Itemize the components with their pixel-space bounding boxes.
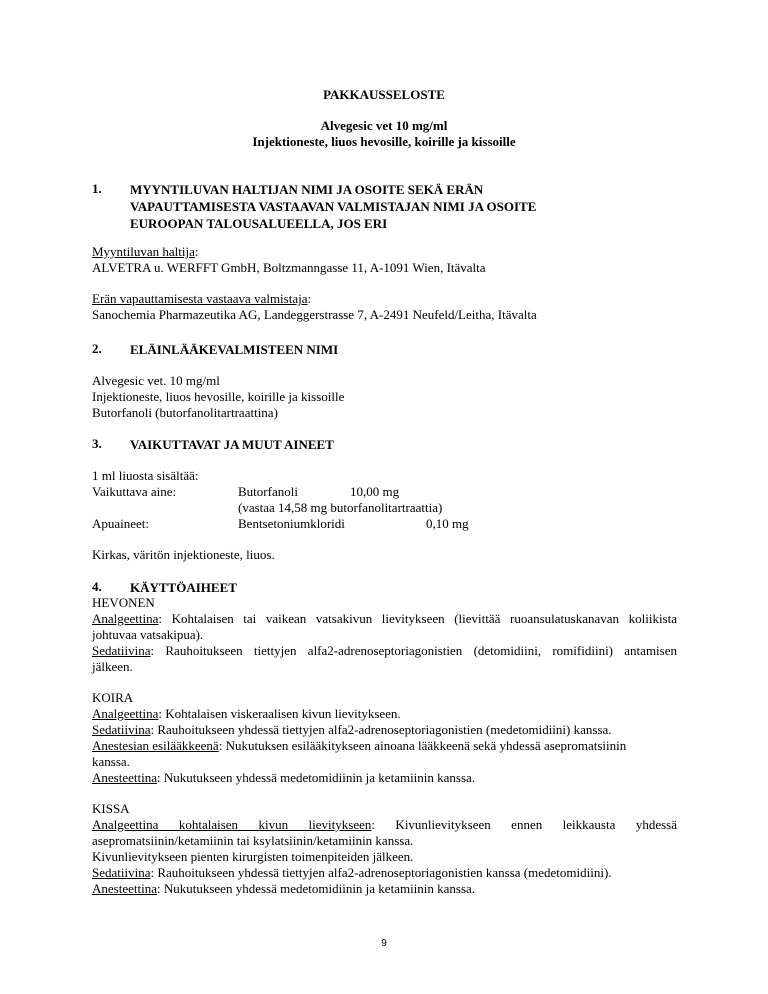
cat-analgesic-label: Analgeettina kohtalaisen kivun lievitykseen [92, 817, 372, 832]
horse-analgesic-line2: johtuvaa vatsakipua). [92, 627, 204, 642]
section-4-number: 4. [92, 579, 102, 594]
cat-anesthetic-line [92, 881, 677, 897]
horse-analgesic-line [92, 611, 677, 627]
horse-sedative-label: Sedatiivina [92, 643, 151, 658]
page-number: 9 [381, 938, 387, 949]
product-description: Kirkas, väritön injektioneste, liuos. [92, 547, 275, 562]
product-name-line: Alvegesic vet. 10 mg/ml [92, 373, 220, 388]
composition-intro: 1 ml liuosta sisältää: [92, 468, 199, 483]
dog-premedication-line2: kanssa. [92, 754, 130, 769]
cat-analgesic-line2: asepromatsiinin/ketamiinin tai ksylatsiinin/ketamiinin kanssa. [92, 833, 414, 848]
cat-analgesic-line3: Kivunlievitykseen pienten kirurgisten toimenpiteiden jälkeen. [92, 849, 414, 864]
holder-label: Myyntiluvan haltija [92, 244, 195, 259]
active-amount: 10,00 mg [350, 484, 400, 499]
section-2-heading: ELÄINLÄÄKEVALMISTEEN NIMI [130, 342, 339, 357]
excipient-name: Bentsetoniumkloridi [238, 516, 345, 531]
species-cat-title: KISSA [92, 801, 130, 816]
active-label: Vaikuttava aine: [92, 484, 177, 499]
dog-analgesic-label: Analgeettina [92, 706, 159, 721]
cat-sedative-label: Sedatiivina [92, 865, 151, 880]
horse-sedative-text: : Rauhoitukseen tiettyjen alfa2-adrenoseptoriagonistien (detomidiini, romifidiini) antamisen [150, 643, 677, 658]
product-substance-line: Butorfanoli (butorfanolitartraattina) [92, 405, 278, 420]
excipient-label: Apuaineet: [92, 516, 150, 531]
cat-analgesic-line [92, 817, 677, 833]
cat-analgesic-text: : Kivunlievitykseen ennen leikkausta yhdessä [371, 817, 677, 832]
cat-sedative-text: : Rauhoitukseen yhdessä tiettyjen alfa2-adrenoseptoriagonistien kanssa (medetomidiini). [150, 865, 612, 880]
product-subtitle: Injektioneste, liuos hevosille, koirille ja kissoille [252, 134, 516, 149]
dog-anesthetic-text: : Nukutukseen yhdessä medetomidiinin ja ketamiinin kanssa. [156, 770, 476, 785]
cat-sedative-line [92, 865, 677, 881]
dog-analgesic-line [92, 706, 677, 722]
cat-anesthetic-text: : Nukutukseen yhdessä medetomidiinin ja ketamiinin kanssa. [156, 881, 476, 896]
manufacturer-label-line [92, 291, 677, 307]
dog-premedication-label: Anestesian esilääkkeenä [92, 738, 219, 753]
document-title: PAKKAUSSELOSTE [323, 87, 445, 102]
section-3-number: 3. [92, 436, 102, 451]
active-name: Butorfanoli [238, 484, 298, 499]
horse-analgesic-label: Analgeettina [92, 611, 159, 626]
section-4-heading: KÄYTTÖAIHEET [130, 580, 237, 595]
dog-anesthetic-line [92, 770, 677, 786]
manufacturer-value: Sanochemia Pharmazeutika AG, Landeggerstrasse 7, A-2491 Neufeld/Leitha, Itävalta [92, 307, 537, 322]
cat-anesthetic-label: Anesteettina [92, 881, 157, 896]
dog-sedative-line [92, 722, 677, 738]
section-1-heading-line: MYYNTILUVAN HALTIJAN NIMI JA OSOITE SEKÄ ERÄN [130, 182, 484, 197]
section-3-heading: VAIKUTTAVAT JA MUUT AINEET [130, 437, 334, 452]
dog-premedication-line [92, 738, 677, 754]
section-1-heading-line: VAPAUTTAMISESTA VASTAAVAN VALMISTAJAN NIMI JA OSOITE [130, 199, 537, 214]
dog-anesthetic-label: Anesteettina [92, 770, 157, 785]
holder-label-line [92, 244, 677, 260]
product-title: Alvegesic vet 10 mg/ml [320, 118, 448, 133]
manufacturer-colon: : [307, 291, 312, 306]
cat-analgesic-para [92, 817, 677, 865]
dog-analgesic-text: : Kohtalaisen viskeraalisen kivun lievitykseen. [158, 706, 401, 721]
section-1-heading [130, 181, 536, 232]
product-form-line: Injektioneste, liuos hevosille, koirille ja kissoille [92, 389, 345, 404]
manufacturer-label: Erän vapauttamisesta vastaava valmistaja [92, 291, 308, 306]
dog-premedication-text: : Nukutuksen esilääkitykseen ainoana lääkkeenä sekä yhdessä asepromatsiinin [218, 738, 627, 753]
horse-analgesic-para [92, 611, 677, 643]
horse-sedative-para [92, 643, 677, 675]
section-1-number: 1. [92, 181, 102, 196]
dog-sedative-text: : Rauhoitukseen yhdessä tiettyjen alfa2-adrenoseptoriagonistien (medetomidiini) kanssa. [150, 722, 612, 737]
holder-value: ALVETRA u. WERFFT GmbH, Boltzmanngasse 11, A-1091 Wien, Itävalta [92, 260, 486, 275]
horse-analgesic-text: : Kohtalaisen tai vaikean vatsakivun lievitykseen (lievittää ruoansulatuskanavan koliikista [158, 611, 677, 626]
species-horse-title: HEVONEN [92, 595, 155, 610]
horse-sedative-line2: jälkeen. [92, 659, 133, 674]
dog-sedative-label: Sedatiivina [92, 722, 151, 737]
active-equivalent: (vastaa 14,58 mg butorfanolitartraattia) [238, 500, 443, 515]
horse-sedative-line [92, 643, 677, 659]
section-1-heading-line: EUROOPAN TALOUSALUEELLA, JOS ERI [130, 216, 388, 231]
excipient-amount: 0,10 mg [426, 516, 469, 531]
section-2-number: 2. [92, 341, 102, 356]
holder-colon: : [194, 244, 199, 259]
species-dog-title: KOIRA [92, 690, 134, 705]
